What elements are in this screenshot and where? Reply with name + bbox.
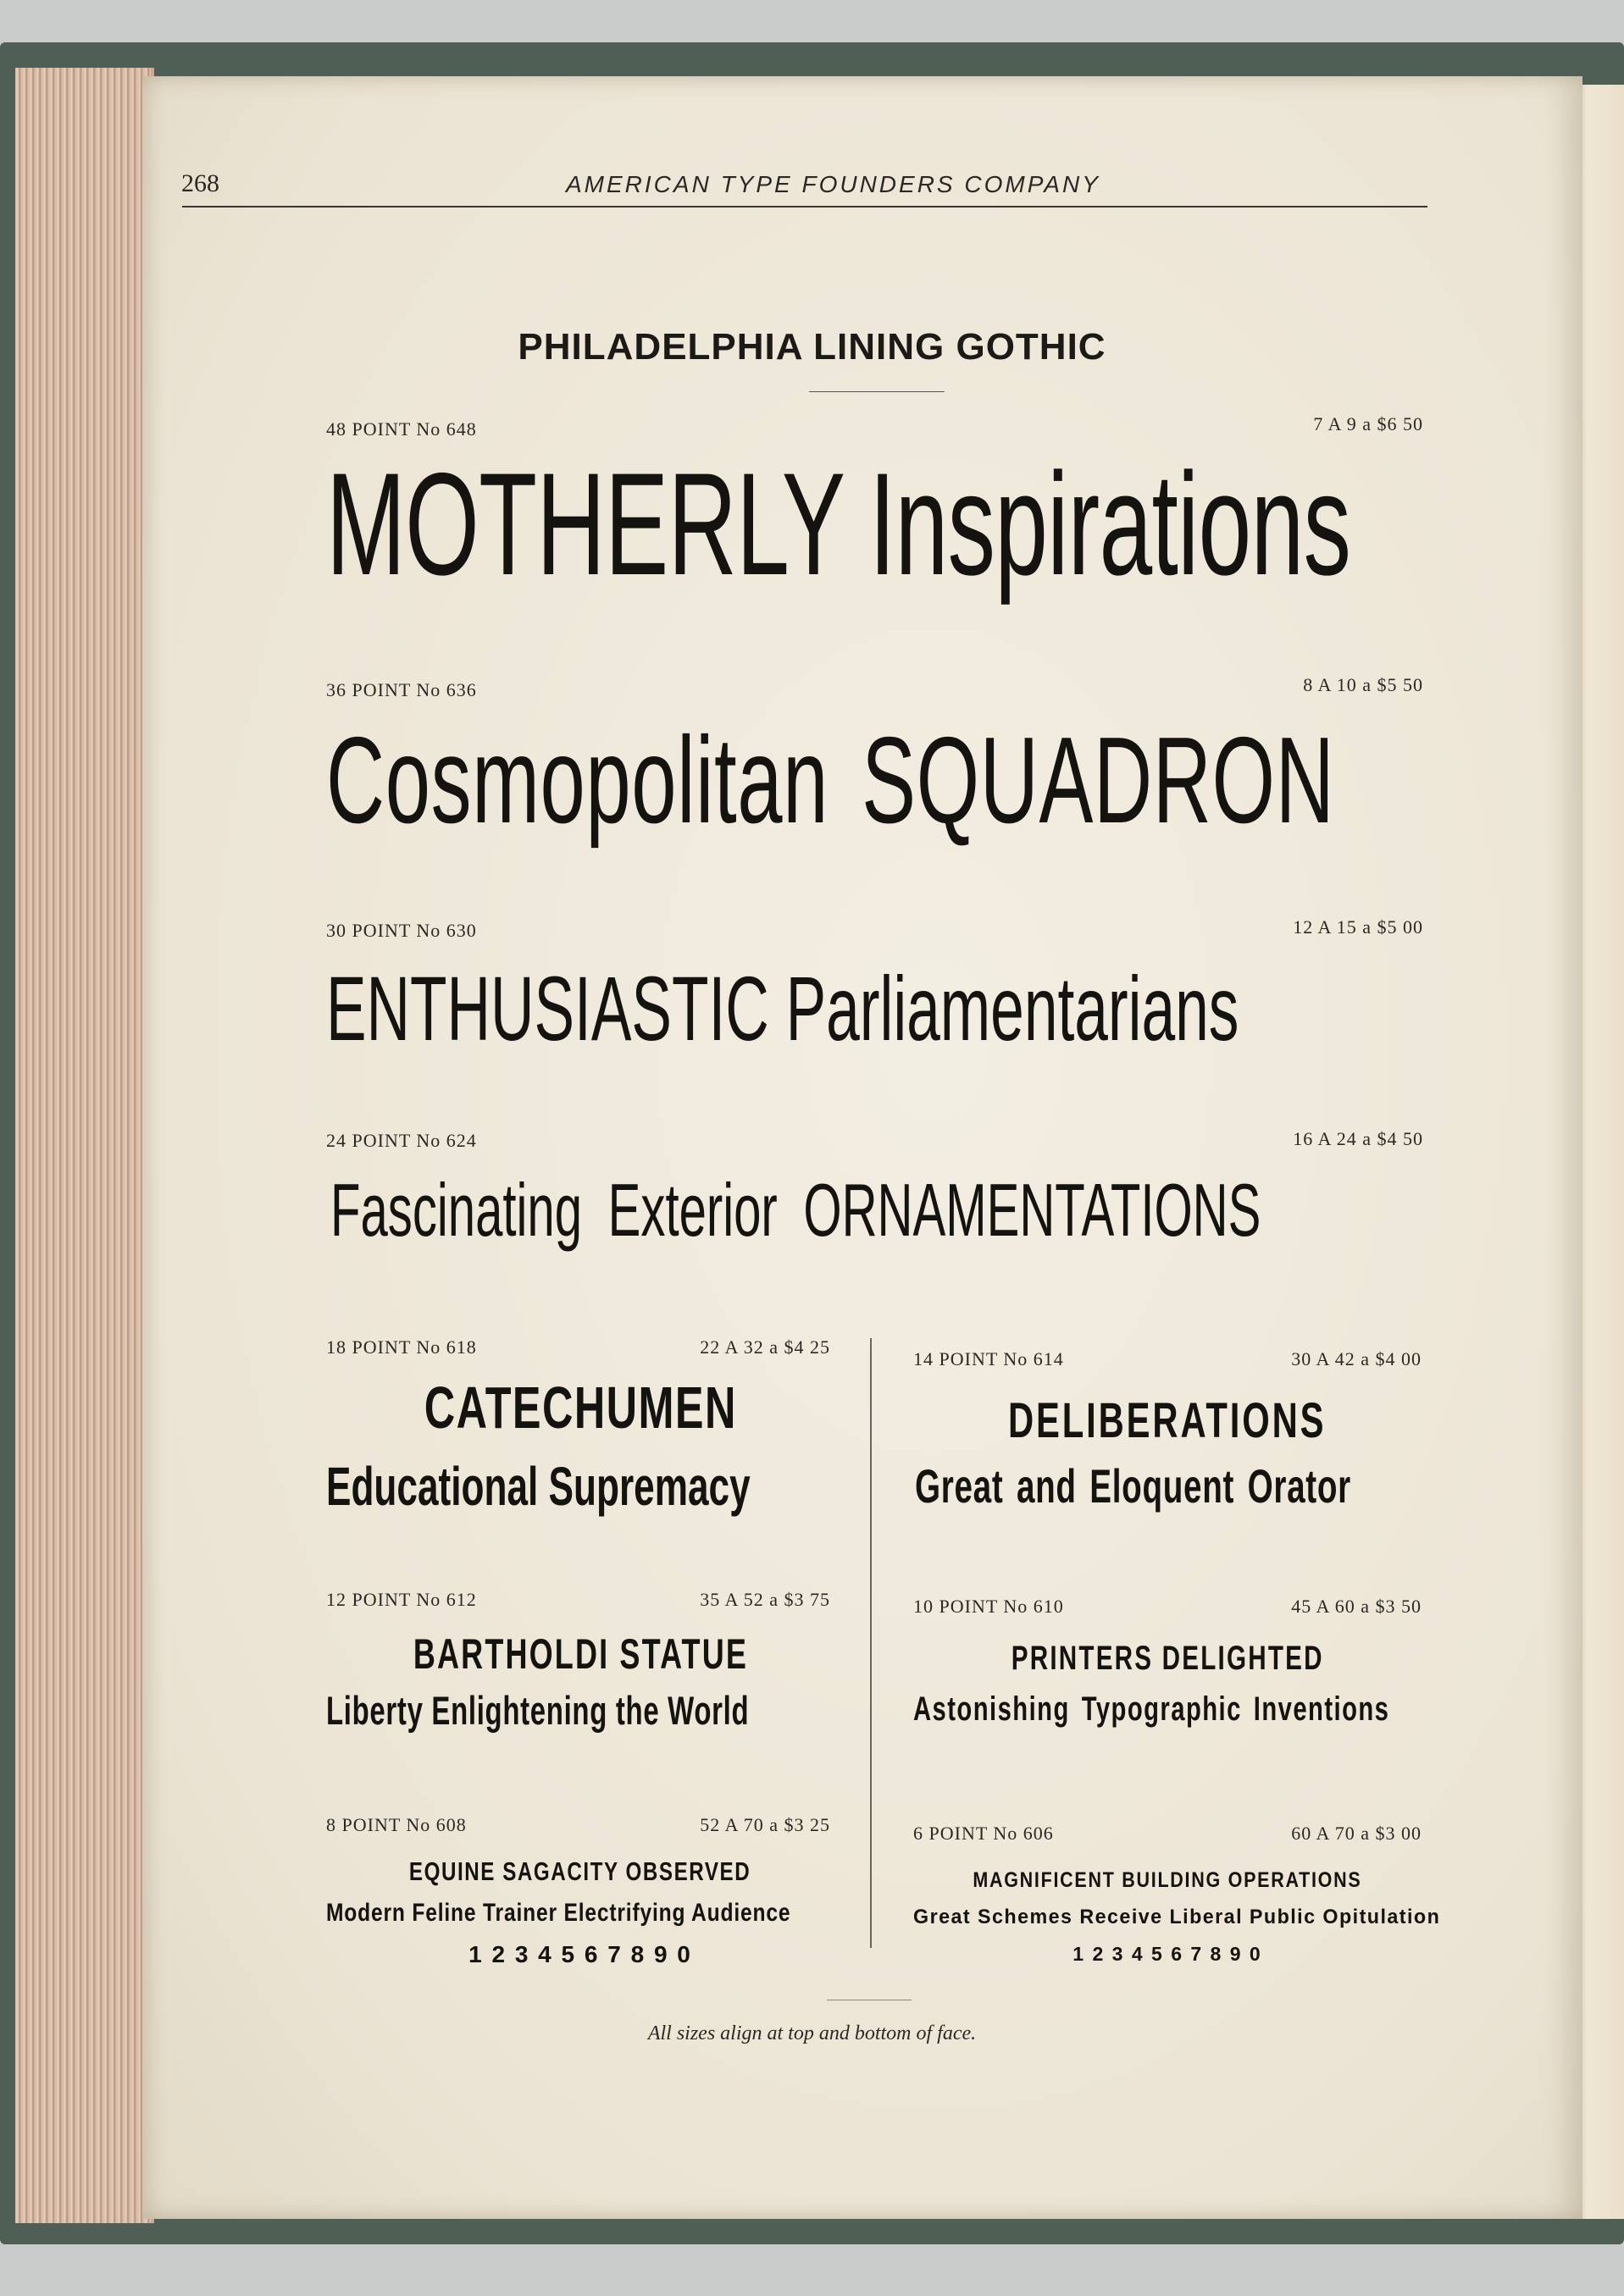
specimen-price-48: 7 A 9 a $6 50 xyxy=(1313,413,1423,434)
specimen-18-line1: CATECHUMEN xyxy=(424,1375,737,1441)
specimen-12-line2-wrap xyxy=(326,1687,930,1734)
ornament-rule xyxy=(809,391,945,392)
specimen-size-24: 24 POINT No 624 xyxy=(326,1130,477,1151)
specimen-12-line1: BARTHOLDI STATUE xyxy=(413,1630,748,1678)
specimen-size-12: 12 POINT No 612 xyxy=(326,1589,477,1610)
specimen-10-line2: Astonishing Typographic Inventions xyxy=(913,1690,1390,1728)
specimen-12-line2: Liberty Enlightening the World xyxy=(326,1688,750,1733)
specimen-price-6: 60 A 70 a $3 00 xyxy=(1291,1823,1422,1844)
footnote: All sizes align at top and bottom of face. xyxy=(647,2022,977,2044)
specimen-6-line2: Great Schemes Receive Liberal Public Opitulation xyxy=(913,1906,1441,1928)
specimen-6-line2-wrap xyxy=(913,1906,1457,1929)
specimen-price-36: 8 A 10 a $5 50 xyxy=(1303,674,1423,695)
specimen-sample-30: ENTHUSIASTIC Parliamentarians xyxy=(326,957,1239,1059)
page-edges xyxy=(15,68,154,2223)
specimen-8-line1: EQUINE SAGACITY OBSERVED xyxy=(409,1856,751,1886)
specimen-14-line2-wrap xyxy=(915,1458,1547,1513)
specimen-price-10: 45 A 60 a $3 50 xyxy=(1291,1596,1422,1617)
header-rule xyxy=(182,206,1427,207)
specimen-12-line1-wrap xyxy=(326,1629,834,1679)
specimen-title: PHILADELPHIA LINING GOTHIC xyxy=(518,326,1106,368)
specimen-6-line3-wrap xyxy=(913,1943,1422,1966)
specimen-8-line2: Modern Feline Trainer Electrifying Audience xyxy=(326,1899,791,1927)
specimen-size-10: 10 POINT No 610 xyxy=(913,1596,1064,1617)
specimen-10-line2-wrap xyxy=(913,1690,1566,1729)
specimen-size-6: 6 POINT No 606 xyxy=(913,1823,1054,1844)
specimen-18-line1-wrap xyxy=(326,1374,834,1441)
specimen-10-line1: PRINTERS DELIGHTED xyxy=(1011,1640,1324,1677)
specimen-size-14: 14 POINT No 614 xyxy=(913,1348,1064,1369)
specimen-size-30: 30 POINT No 630 xyxy=(326,920,477,941)
specimen-6-line1: MAGNIFICENT BUILDING OPERATIONS xyxy=(973,1868,1362,1892)
specimen-6-line1-wrap xyxy=(913,1868,1422,1893)
specimen-8-line2-wrap xyxy=(326,1899,893,1928)
specimen-size-8: 8 POINT No 608 xyxy=(326,1814,467,1835)
specimen-size-48: 48 POINT No 648 xyxy=(326,418,477,440)
specimen-14-line1-wrap xyxy=(913,1392,1422,1449)
specimen-price-12: 35 A 52 a $3 75 xyxy=(700,1589,830,1610)
specimen-18-line2: Educational Supremacy xyxy=(326,1456,751,1517)
specimen-price-8: 52 A 70 a $3 25 xyxy=(700,1814,830,1835)
specimen-price-24: 16 A 24 a $4 50 xyxy=(1293,1128,1423,1149)
specimen-size-18: 18 POINT No 618 xyxy=(326,1336,477,1358)
specimen-10-line1-wrap xyxy=(913,1640,1422,1678)
specimen-8-figures: 1 2 3 4 5 6 7 8 9 0 xyxy=(468,1941,692,1967)
specimen-8-line1-wrap xyxy=(326,1856,834,1887)
specimen-price-30: 12 A 15 a $5 00 xyxy=(1293,916,1423,938)
specimen-sample-36: Cosmopolitan SQUADRON xyxy=(326,711,1335,849)
specimen-8-line3-wrap xyxy=(326,1941,834,1968)
specimen-sample-24: Fascinating Exterior ORNAMENTATIONS xyxy=(330,1168,1261,1252)
page-number: 268 xyxy=(181,169,219,197)
specimen-price-14: 30 A 42 a $4 00 xyxy=(1291,1348,1422,1369)
running-head: AMERICAN TYPE FOUNDERS COMPANY xyxy=(566,171,1100,197)
specimen-price-18: 22 A 32 a $4 25 xyxy=(700,1336,830,1358)
specimen-18-line2-wrap xyxy=(326,1455,941,1518)
specimen-14-line1: DELIBERATIONS xyxy=(1008,1393,1327,1448)
specimen-6-figures: 1 2 3 4 5 6 7 8 9 0 xyxy=(1073,1943,1262,1965)
column-divider xyxy=(870,1338,872,1948)
specimen-size-36: 36 POINT No 636 xyxy=(326,679,477,700)
specimen-sample-48: MOTHERLY Inspirations xyxy=(326,443,1351,606)
specimen-14-line2: Great and Eloquent Orator xyxy=(915,1459,1351,1513)
